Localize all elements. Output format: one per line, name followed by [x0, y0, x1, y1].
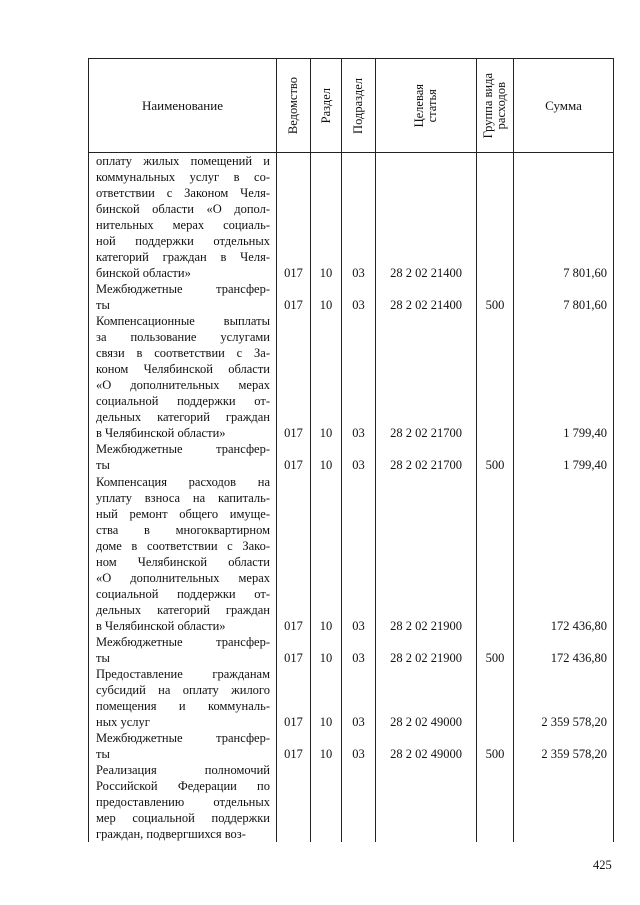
table-row — [89, 730, 614, 762]
row-name — [89, 281, 277, 313]
row-podrazdel — [342, 762, 376, 842]
name-line: помещения и коммуналь- — [96, 698, 270, 713]
row-name — [89, 473, 277, 633]
row-celevaya-statya: 28 2 02 21900 — [376, 473, 477, 633]
row-razdel: 10 — [311, 634, 342, 666]
name-line: ном Челябинской области — [96, 554, 270, 569]
row-summa: 7 801,60 — [514, 153, 614, 282]
name-line: социальной поддержки от- — [96, 586, 270, 601]
row-name — [89, 634, 277, 666]
row-razdel: 10 — [311, 281, 342, 313]
header-podrazdel: Подраздел — [342, 59, 376, 153]
name-line: субсидий на оплату жилого — [96, 682, 270, 697]
header-gruppa-vida-rashodov: Группа вида расходов — [477, 59, 514, 153]
name-line: «О дополнительных мерах — [96, 570, 270, 585]
name-line: граждан, подвергшихся воз- — [96, 826, 246, 841]
row-name — [89, 666, 277, 730]
name-line: бинской области» — [96, 266, 191, 281]
table-row — [89, 313, 614, 441]
name-line: Компенсационные выплаты — [96, 314, 270, 329]
row-summa: 2 359 578,20 — [514, 666, 614, 730]
row-podrazdel: 03 — [342, 666, 376, 730]
row-podrazdel: 03 — [342, 281, 376, 313]
row-vedomstvo: 017 — [277, 441, 311, 473]
name-line: мер социальной поддержки — [96, 810, 270, 825]
header-name: Наименование — [89, 59, 277, 153]
header-summa: Сумма — [514, 59, 614, 153]
name-line: «О дополнительных мерах — [96, 378, 270, 393]
row-celevaya-statya: 28 2 02 21400 — [376, 281, 477, 313]
name-line: ных услуг — [96, 714, 150, 729]
row-gruppa: 500 — [477, 730, 514, 762]
row-summa: 1 799,40 — [514, 441, 614, 473]
table-row — [89, 762, 614, 842]
name-line: за пользование услугами — [96, 330, 270, 345]
row-celevaya-statya: 28 2 02 21700 — [376, 313, 477, 441]
name-line: бинской области «О допол- — [96, 202, 270, 217]
row-razdel: 10 — [311, 666, 342, 730]
row-summa: 7 801,60 — [514, 281, 614, 313]
row-vedomstvo: 017 — [277, 281, 311, 313]
name-line: Межбюджетные трансфер- — [96, 634, 270, 649]
row-razdel: 10 — [311, 441, 342, 473]
row-podrazdel: 03 — [342, 730, 376, 762]
row-gruppa — [477, 153, 514, 282]
row-name — [89, 441, 277, 473]
name-line: ответствии с Законом Челя- — [96, 186, 270, 201]
table-row — [89, 153, 614, 282]
row-podrazdel: 03 — [342, 441, 376, 473]
name-line: в Челябинской области» — [96, 426, 226, 441]
row-razdel: 10 — [311, 153, 342, 282]
row-podrazdel: 03 — [342, 634, 376, 666]
name-line: нительных мерах социаль- — [96, 218, 270, 233]
name-line: дельных категорий граждан — [96, 410, 270, 425]
name-line: уплату взноса на капиталь- — [96, 490, 270, 505]
name-line: Российской Федерации по — [96, 778, 270, 793]
table-row — [89, 634, 614, 666]
name-line: Межбюджетные трансфер- — [96, 282, 270, 297]
header-celevaya-statya: Целевая статья — [376, 59, 477, 153]
row-podrazdel: 03 — [342, 313, 376, 441]
header-razdel: Раздел — [311, 59, 342, 153]
row-celevaya-statya: 28 2 02 49000 — [376, 666, 477, 730]
row-summa: 1 799,40 — [514, 313, 614, 441]
row-vedomstvo — [277, 762, 311, 842]
row-vedomstvo: 017 — [277, 730, 311, 762]
table-row — [89, 666, 614, 730]
row-vedomstvo: 017 — [277, 153, 311, 282]
table-row — [89, 441, 614, 473]
table-body — [89, 153, 614, 843]
row-gruppa: 500 — [477, 634, 514, 666]
row-summa: 172 436,80 — [514, 473, 614, 633]
budget-table — [88, 58, 614, 842]
row-name — [89, 730, 277, 762]
name-line: в Челябинской области» — [96, 618, 226, 633]
row-celevaya-statya: 28 2 02 49000 — [376, 730, 477, 762]
row-vedomstvo: 017 — [277, 634, 311, 666]
row-podrazdel: 03 — [342, 153, 376, 282]
name-line: дельных категорий граждан — [96, 602, 270, 617]
table-row — [89, 281, 614, 313]
row-razdel — [311, 762, 342, 842]
row-celevaya-statya: 28 2 02 21400 — [376, 153, 477, 282]
row-razdel: 10 — [311, 313, 342, 441]
row-vedomstvo: 017 — [277, 313, 311, 441]
header-vedomstvo: Ведомство — [277, 59, 311, 153]
row-vedomstvo: 017 — [277, 666, 311, 730]
name-line: ты — [96, 298, 110, 313]
name-line: оплату жилых помещений и — [96, 154, 270, 169]
name-line: Межбюджетные трансфер- — [96, 442, 270, 457]
row-celevaya-statya: 28 2 02 21700 — [376, 441, 477, 473]
row-gruppa: 500 — [477, 441, 514, 473]
name-line: связи в соответствии с За- — [96, 346, 270, 361]
name-line: категорий граждан в Челя- — [96, 250, 270, 265]
name-line: ты — [96, 458, 110, 473]
name-line: ты — [96, 746, 110, 761]
row-summa — [514, 762, 614, 842]
name-line: Компенсация расходов на — [96, 474, 270, 489]
row-celevaya-statya — [376, 762, 477, 842]
name-line: Реализация полномочий — [96, 762, 270, 777]
name-line: Межбюджетные трансфер- — [96, 730, 270, 745]
row-razdel: 10 — [311, 473, 342, 633]
name-line: коном Челябинской области — [96, 362, 270, 377]
name-line: доме в соответствии с Зако- — [96, 538, 270, 553]
row-gruppa — [477, 473, 514, 633]
table-row — [89, 473, 614, 633]
row-vedomstvo: 017 — [277, 473, 311, 633]
row-name — [89, 153, 277, 282]
row-gruppa: 500 — [477, 281, 514, 313]
row-gruppa — [477, 762, 514, 842]
name-line: ства в многоквартирном — [96, 522, 270, 537]
row-name — [89, 762, 277, 842]
row-summa: 172 436,80 — [514, 634, 614, 666]
name-line: ной поддержки отдельных — [96, 234, 270, 249]
table-header-row — [89, 59, 614, 153]
row-gruppa — [477, 313, 514, 441]
name-line: коммунальных услуг в со- — [96, 170, 270, 185]
row-name — [89, 313, 277, 441]
row-summa: 2 359 578,20 — [514, 730, 614, 762]
name-line: ты — [96, 650, 110, 665]
page-number: 425 — [593, 858, 612, 872]
row-razdel: 10 — [311, 730, 342, 762]
row-gruppa — [477, 666, 514, 730]
name-line: предоставлению отдельных — [96, 794, 270, 809]
name-line: ный ремонт общего имуще- — [96, 506, 270, 521]
row-podrazdel: 03 — [342, 473, 376, 633]
name-line: Предоставление гражданам — [96, 666, 270, 681]
row-celevaya-statya: 28 2 02 21900 — [376, 634, 477, 666]
name-line: социальной поддержки от- — [96, 394, 270, 409]
